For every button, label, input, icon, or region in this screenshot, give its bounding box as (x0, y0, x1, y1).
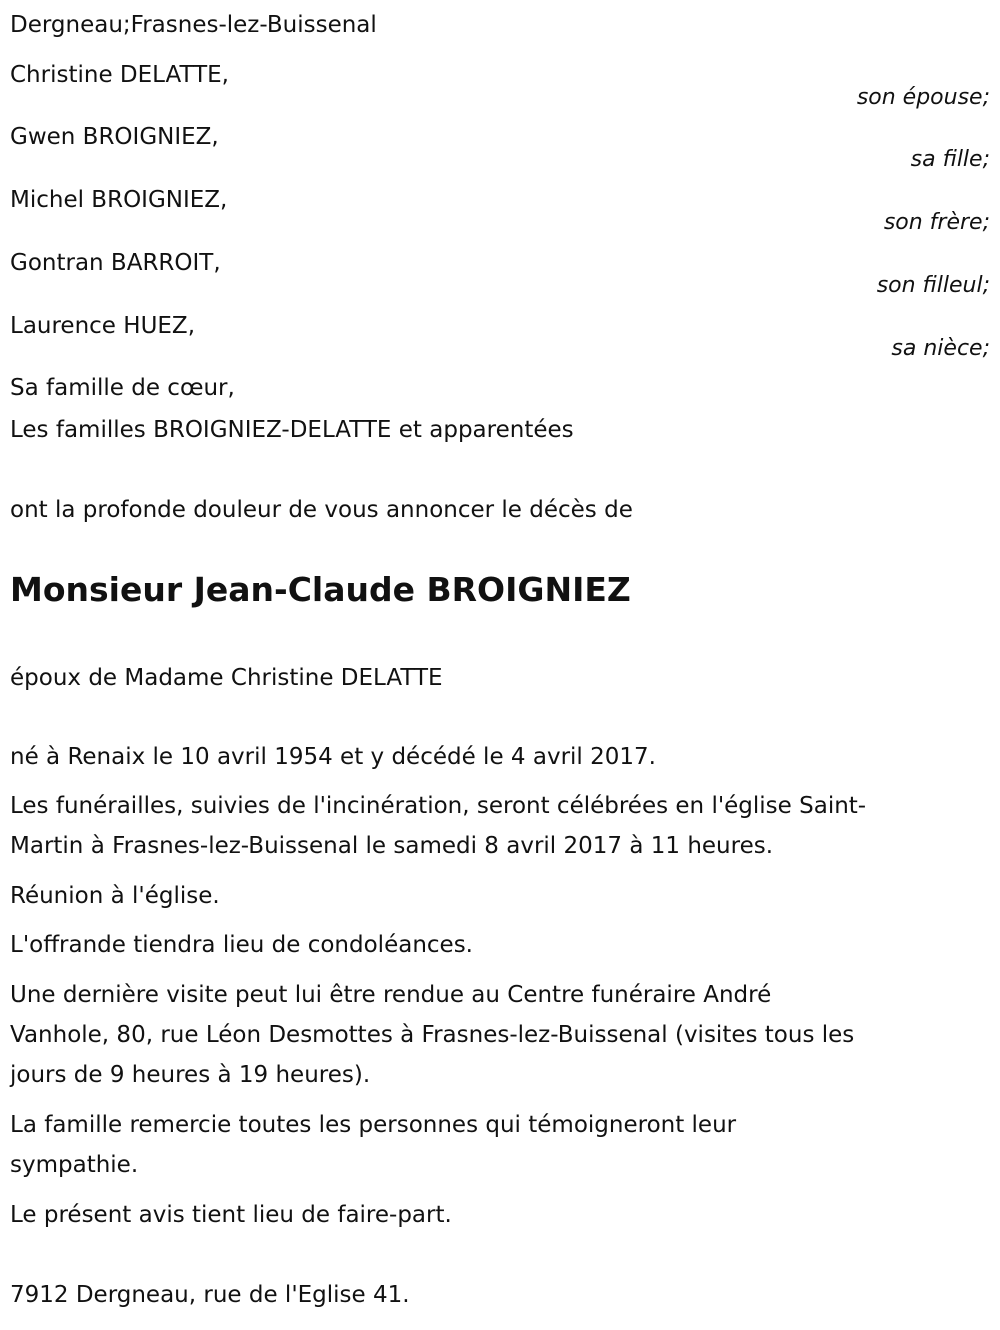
family-name: Gwen BROIGNIEZ, (10, 124, 219, 150)
body-line: sympathie. (10, 1152, 139, 1178)
body-line: né à Renaix le 10 avril 1954 et y décédé le 4 avril 2017. (10, 744, 656, 770)
spouse-line: époux de Madame Christine DELATTE (10, 665, 443, 691)
body-line: Vanhole, 80, rue Léon Desmottes à Frasnes-lez-Buissenal (visites tous les (10, 1022, 855, 1048)
announcement: ont la profonde douleur de vous annoncer le décès de (10, 497, 633, 523)
family-relation: sa nièce; (891, 336, 990, 361)
body-line: Réunion à l'église. (10, 883, 220, 909)
body-line: jours de 9 heures à 19 heures). (10, 1062, 371, 1088)
deceased-name: Monsieur Jean-Claude BROIGNIEZ (10, 570, 631, 609)
family-name: Michel BROIGNIEZ, (10, 187, 228, 213)
family-name: Christine DELATTE, (10, 62, 229, 88)
address: 7912 Dergneau, rue de l'Eglise 41. (10, 1282, 410, 1308)
location: Dergneau;Frasnes-lez-Buissenal (10, 12, 377, 38)
body-line: Les funérailles, suivies de l'incinération, seront célébrées en l'église Saint- (10, 793, 867, 819)
family-name: Laurence HUEZ, (10, 313, 195, 339)
body-line: Martin à Frasnes-lez-Buissenal le samedi 8 avril 2017 à 11 heures. (10, 833, 774, 859)
family-extra: Sa famille de cœur, (10, 375, 235, 401)
body-line: La famille remercie toutes les personnes qui témoigneront leur (10, 1112, 737, 1138)
body-line: Le présent avis tient lieu de faire-part. (10, 1202, 452, 1228)
family-relation: son frère; (883, 210, 990, 235)
family-relation: sa fille; (910, 147, 990, 172)
family-relation: son épouse; (856, 85, 990, 110)
body-line: Une dernière visite peut lui être rendue au Centre funéraire André (10, 982, 772, 1008)
family-name: Gontran BARROIT, (10, 250, 221, 276)
family-relation: son filleul; (876, 273, 990, 298)
family-extra: Les familles BROIGNIEZ-DELATTE et apparentées (10, 417, 574, 443)
body-line: L'offrande tiendra lieu de condoléances. (10, 932, 473, 958)
